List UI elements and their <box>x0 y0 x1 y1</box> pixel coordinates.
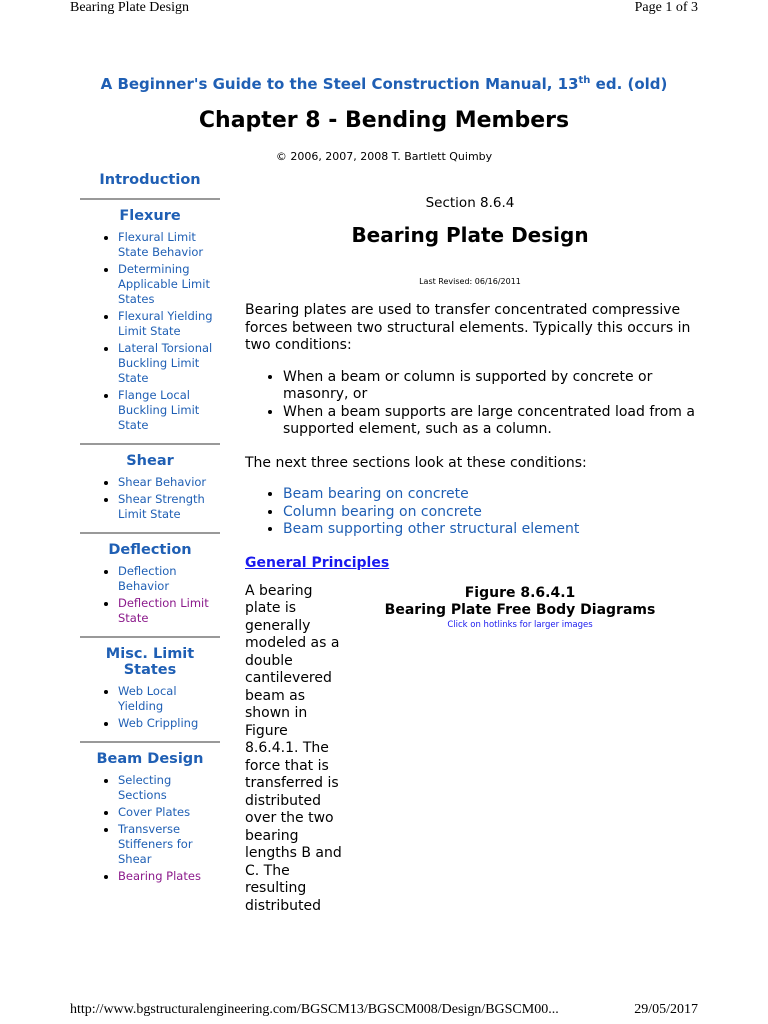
figure-caption <box>375 585 665 630</box>
guide-title-sup: th <box>578 75 591 86</box>
intro-paragraph: Bearing plates are used to transfer concentrated compressive forces between two structural elements. Typically this occurs in two conditions: <box>245 302 691 353</box>
sidebar-heading-shear[interactable]: Shear <box>126 453 174 469</box>
main-content <box>245 195 695 923</box>
print-header-page: Page 1 of 3 <box>634 0 698 15</box>
list-item: • When a beam or column is supported by concrete or masonry, or <box>283 369 695 404</box>
sidebar-item[interactable]: • Web Local Yielding <box>118 684 220 714</box>
figure-number: Figure 8.6.4.1 <box>464 584 576 601</box>
sidebar-item[interactable]: • Deflection Limit State <box>118 596 220 626</box>
sidebar-divider <box>80 198 220 200</box>
section-number: Section 8.6.4 <box>425 195 515 211</box>
last-revised: Last Revised: 06/16/2011 <box>419 277 521 286</box>
sidebar-item[interactable]: • Shear Behavior <box>118 475 220 490</box>
list-item: • When a beam supports are large concentrated load from a supported element, such as a column. <box>283 404 695 439</box>
sidebar-list-misc <box>80 684 220 731</box>
sidebar-divider <box>80 636 220 638</box>
sidebar-item[interactable]: • Deflection Behavior <box>118 564 220 594</box>
link-beam-bearing-concrete[interactable]: • Beam bearing on concrete <box>283 486 695 504</box>
general-principles-link[interactable]: General Principles <box>245 554 390 571</box>
print-footer <box>0 1002 768 1024</box>
sidebar-divider <box>80 443 220 445</box>
sidebar-list-shear <box>80 475 220 522</box>
sidebar-list-deflection <box>80 564 220 626</box>
guide-title-prefix: A Beginner's Guide to the Steel Construction Manual, 13 <box>100 75 579 93</box>
print-footer-date: 29/05/2017 <box>634 1002 698 1017</box>
sidebar-item[interactable]: • Cover Plates <box>118 805 220 820</box>
general-principles-section <box>245 583 695 923</box>
sidebar-heading-deflection[interactable]: Deflection <box>108 542 192 558</box>
link-column-bearing-concrete[interactable]: • Column bearing on concrete <box>283 504 695 522</box>
section-links <box>245 486 695 539</box>
sidebar-item[interactable]: • Lateral Torsional Buckling Limit State <box>118 341 220 386</box>
guide-title[interactable] <box>0 75 768 93</box>
sidebar-divider <box>80 532 220 534</box>
sidebar-item[interactable]: • Selecting Sections <box>118 773 220 803</box>
sidebar-item[interactable]: • Transverse Stiffeners for Shear <box>118 822 220 867</box>
sidebar-heading-beam-design[interactable]: Beam Design <box>96 751 204 767</box>
figure-note: Click on hotlinks for larger images <box>447 619 593 630</box>
sidebar-item[interactable]: • Flexural Yielding Limit State <box>118 309 220 339</box>
sidebar-item[interactable]: • Bearing Plates <box>118 869 220 884</box>
sidebar-item[interactable]: • Web Crippling <box>118 716 220 731</box>
copyright: © 2006, 2007, 2008 T. Bartlett Quimby <box>275 150 493 163</box>
sidebar-item[interactable]: • Shear Strength Limit State <box>118 492 220 522</box>
link-beam-supporting-element[interactable]: • Beam supporting other structural element <box>283 521 695 539</box>
sidebar-item[interactable]: • Flexural Limit State Behavior <box>118 230 220 260</box>
sidebar-list-flexure <box>80 230 220 433</box>
conditions-list <box>245 369 695 439</box>
chapter-title: Chapter 8 - Bending Members <box>198 108 570 133</box>
next-sections-intro: The next three sections look at these conditions: <box>245 454 587 471</box>
print-footer-url: http://www.bgstructuralengineering.com/BGSCM13/BGSCM008/Design/BGSCM00... <box>70 1002 559 1017</box>
sidebar-item[interactable]: • Flange Local Buckling Limit State <box>118 388 220 433</box>
print-header <box>0 0 768 20</box>
sidebar-heading-flexure[interactable]: Flexure <box>119 208 181 224</box>
sidebar-item[interactable]: • Determining Applicable Limit States <box>118 262 220 307</box>
sidebar-heading-misc[interactable]: Misc. Limit States <box>105 646 195 678</box>
print-header-title: Bearing Plate Design <box>70 0 189 15</box>
sidebar-list-beam-design <box>80 773 220 884</box>
sidebar-divider <box>80 741 220 743</box>
figure-title: Bearing Plate Free Body Diagrams <box>384 601 656 618</box>
general-principles-text: A bearing plate is generally modeled as a double cantilevered beam as shown in Figure 8.6.4.1. The force that is transferred is distributed over the two bearing lengths B and C. The resulting distributed <box>245 582 342 914</box>
sidebar-introduction[interactable]: Introduction <box>99 172 201 188</box>
sidebar-nav <box>80 170 220 886</box>
section-title: Bearing Plate Design <box>351 223 589 247</box>
guide-title-suffix: ed. (old) <box>590 75 668 93</box>
